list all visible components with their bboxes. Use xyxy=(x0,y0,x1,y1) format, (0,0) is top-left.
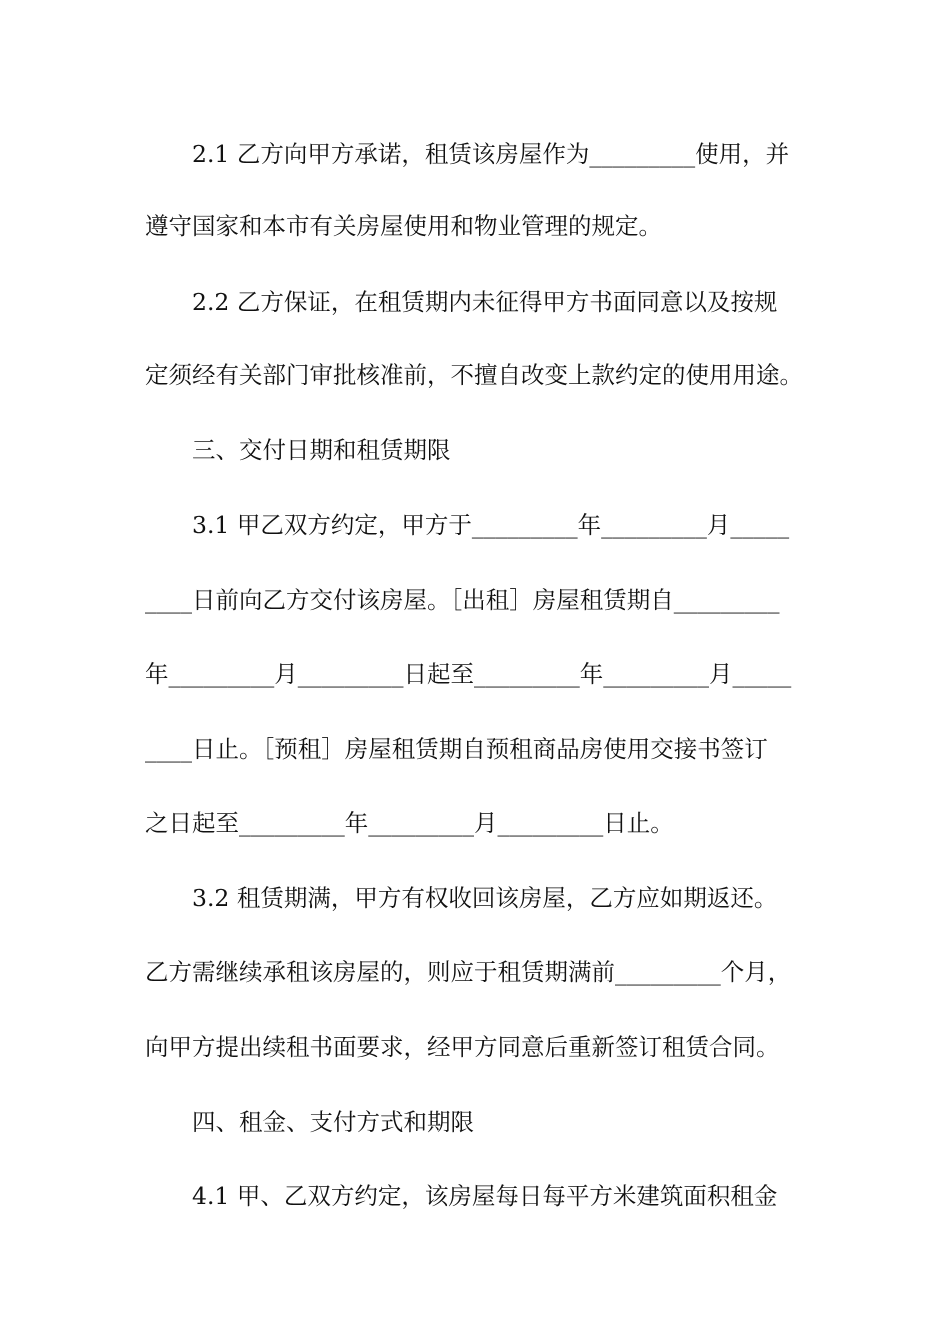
clause-3-2-line-2: 乙方需继续承租该房屋的，则应于租赁期满前_________个月， xyxy=(145,958,792,986)
clause-3-1-line-1: 3.1 甲乙双方约定，甲方于_________年_________月_____ xyxy=(192,511,790,539)
clause-2-2-line-2: 定须经有关部门审批核准前，不擅自改变上款约定的使用用途。 xyxy=(145,361,803,389)
clause-3-1-line-2: ____日前向乙方交付该房屋。［出租］房屋租赁期自_________ xyxy=(145,586,780,614)
section-3-heading: 三、交付日期和租赁期限 xyxy=(192,436,451,464)
clause-4-1-line-1: 4.1 甲、乙双方约定，该房屋每日每平方米建筑面积租金 xyxy=(192,1182,778,1210)
clause-2-2-line-1: 2.2 乙方保证，在租赁期内未征得甲方书面同意以及按规 xyxy=(192,288,778,316)
clause-3-1-line-5: 之日起至_________年_________月_________日止。 xyxy=(145,809,674,837)
clause-2-1-line-2: 遵守国家和本市有关房屋使用和物业管理的规定。 xyxy=(145,212,662,240)
clause-3-2-line-3: 向甲方提出续租书面要求，经甲方同意后重新签订租赁合同。 xyxy=(145,1033,780,1061)
clause-2-1-line-1: 2.1 乙方向甲方承诺，租赁该房屋作为_________使用，并 xyxy=(192,140,790,168)
clause-3-2-line-1: 3.2 租赁期满，甲方有权收回该房屋，乙方应如期返还。 xyxy=(192,884,778,912)
clause-3-1-line-3: 年_________月_________日起至_________年_________月_____ xyxy=(145,660,792,688)
section-4-heading: 四、租金、支付方式和期限 xyxy=(192,1108,474,1136)
clause-3-1-line-4: ____日止。［预租］房屋租赁期自预租商品房使用交接书签订 xyxy=(145,735,768,763)
